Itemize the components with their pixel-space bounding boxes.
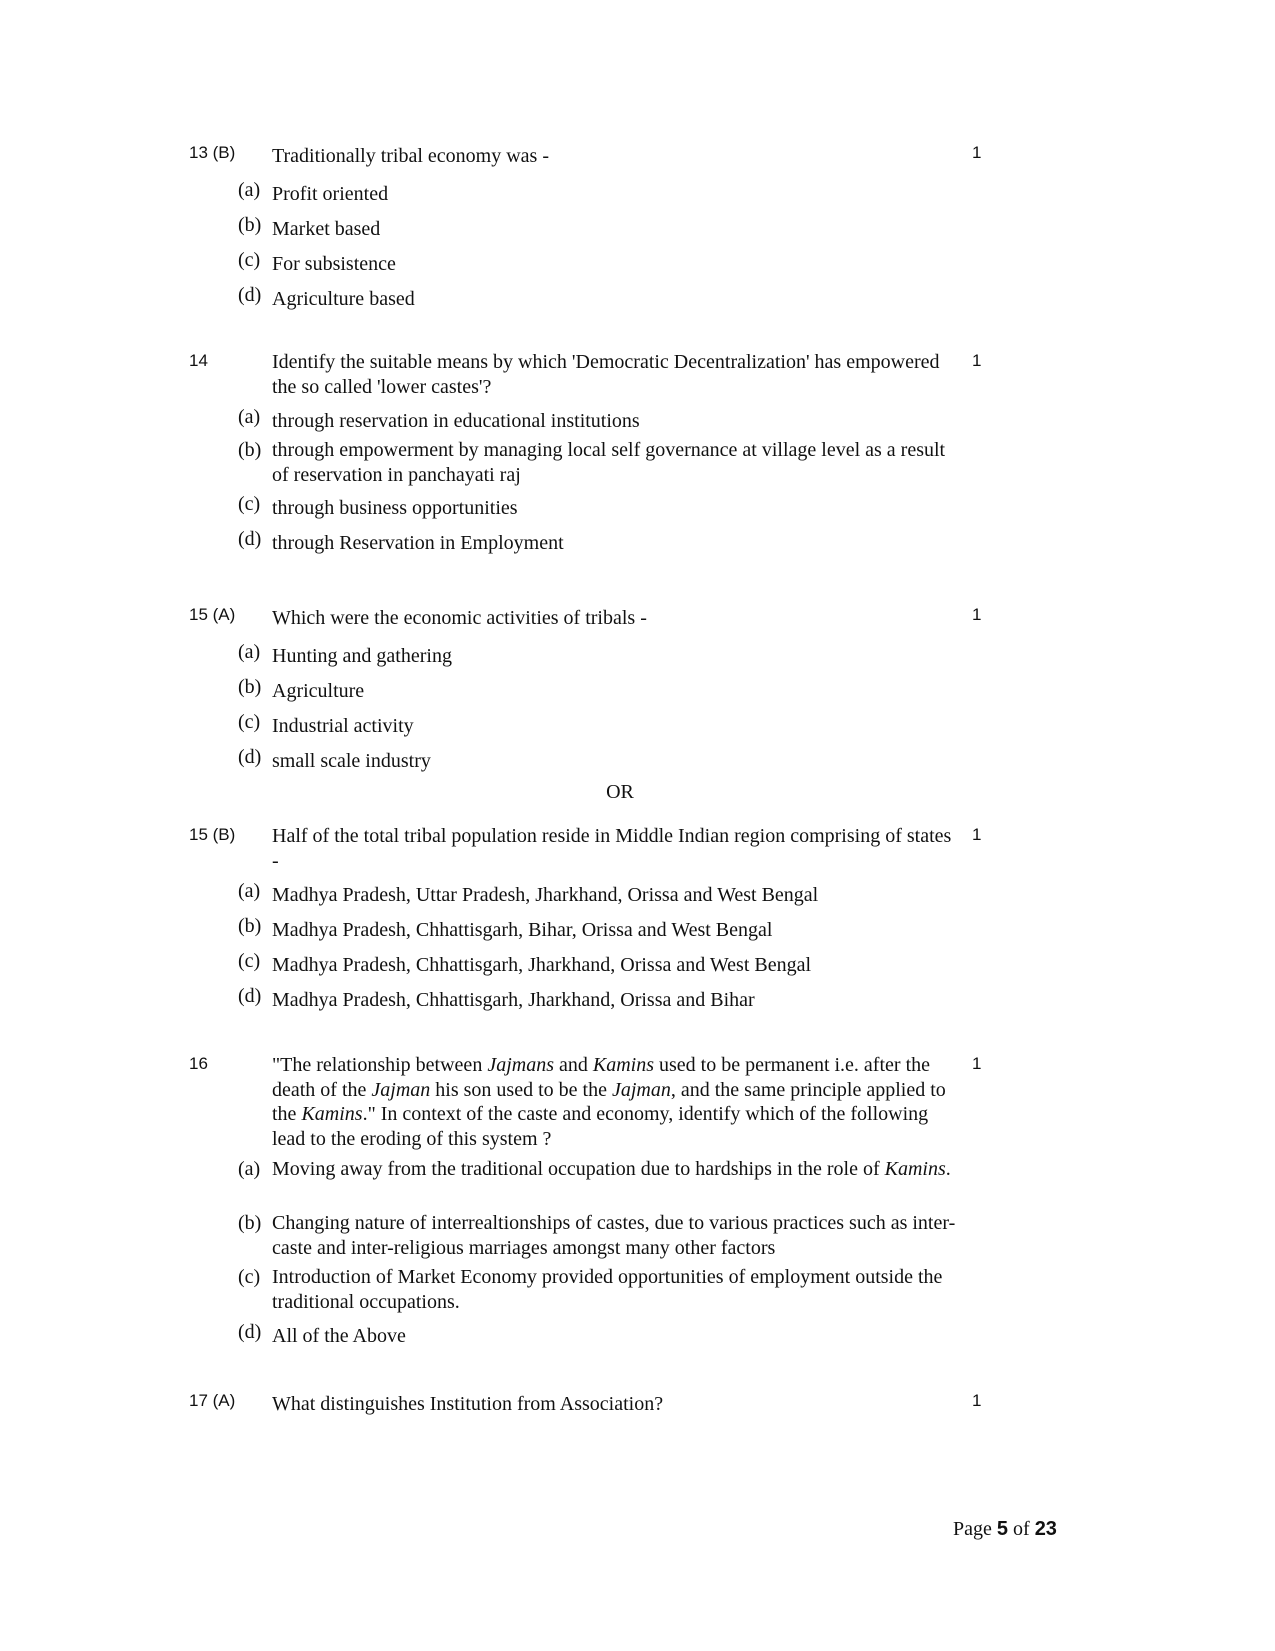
question-marks: 1	[972, 825, 982, 844]
option-label: (d)	[238, 284, 262, 306]
option-text: through business opportunities	[272, 497, 518, 519]
option-label: (b)	[238, 676, 262, 698]
option-text: Hunting and gathering	[272, 645, 452, 667]
question-number: 17 (A)	[189, 1391, 236, 1410]
question-marks: 1	[972, 1391, 982, 1410]
text-run: "The relationship between	[272, 1054, 488, 1076]
option-label: (a)	[238, 880, 261, 902]
question-text	[272, 1053, 960, 1151]
option-text	[272, 1157, 962, 1182]
text-run: ." In context of the caste and economy, identify which of the following lead to the eroding of this system ?	[272, 1103, 929, 1150]
of-word: of	[1013, 1518, 1030, 1540]
italic-term: Kamins	[592, 1054, 654, 1076]
option-label: (d)	[238, 985, 262, 1007]
option-text: small scale industry	[272, 750, 431, 772]
question-text: Traditionally tribal economy was -	[272, 145, 549, 167]
option-label: (c)	[238, 711, 261, 733]
text-run: , and the same principle applied to the	[272, 1078, 946, 1125]
option-text: Industrial activity	[272, 715, 414, 737]
option-label: (b)	[238, 1212, 262, 1234]
question-text: What distinguishes Institution from Association?	[272, 1393, 664, 1415]
option-label: (a)	[238, 641, 261, 663]
option-label: (c)	[238, 493, 261, 515]
option-label: (b)	[238, 214, 262, 236]
italic-term: Jajman	[611, 1078, 671, 1101]
option-label: (b)	[238, 915, 262, 937]
question-number: 14	[189, 351, 208, 370]
italic-term: Kamins	[884, 1158, 946, 1180]
option-text: through reservation in educational institutions	[272, 410, 640, 432]
option-text: Madhya Pradesh, Chhattisgarh, Jharkhand, Orissa and Bihar	[272, 989, 755, 1011]
italic-term: Kamins	[301, 1103, 363, 1125]
text-run: used to be permanent i.e. after the death of the	[272, 1054, 930, 1101]
or-separator: OR	[606, 781, 634, 803]
option-text: Profit oriented	[272, 183, 389, 205]
text-run: his son used to be the	[430, 1078, 612, 1101]
page-word: Page	[953, 1518, 992, 1540]
question-marks: 1	[972, 1054, 982, 1073]
option-text: Changing nature of interrealtionships of castes, due to various practices such as inter-caste and inter-religious marriages amongst many other factors	[272, 1212, 956, 1259]
option-label: (a)	[238, 406, 261, 428]
option-label: (c)	[238, 249, 261, 271]
option-text: Madhya Pradesh, Chhattisgarh, Jharkhand, Orissa and West Bengal	[272, 954, 812, 976]
option-label: (d)	[238, 528, 262, 550]
question-marks: 1	[972, 351, 982, 370]
question-number: 13 (B)	[189, 143, 236, 162]
italic-term: Jajman	[371, 1078, 431, 1101]
option-text: Agriculture	[272, 680, 365, 702]
question-text: Half of the total tribal population reside in Middle Indian region comprising of states -	[272, 825, 952, 872]
option-text: through Reservation in Employment	[272, 532, 564, 554]
current-page-number: 5	[996, 1518, 1009, 1540]
option-label: (d)	[238, 1321, 262, 1343]
question-text: Which were the economic activities of tribals -	[272, 607, 647, 629]
text-run: and	[553, 1054, 593, 1076]
text-run: Moving away from the traditional occupation due to hardships in the role of	[272, 1158, 885, 1180]
question-number: 15 (A)	[189, 605, 236, 624]
option-text: Agriculture based	[272, 288, 415, 310]
option-text: through empowerment by managing local self governance at village level as a result of reservation in panchayati raj	[272, 439, 946, 486]
question-marks: 1	[972, 605, 982, 624]
option-label: (c)	[238, 950, 261, 972]
total-pages-number: 23	[1034, 1518, 1057, 1540]
question-marks: 1	[972, 143, 982, 162]
option-label: (a)	[238, 1158, 261, 1180]
option-text: Madhya Pradesh, Chhattisgarh, Bihar, Orissa and West Bengal	[272, 919, 773, 941]
option-label: (a)	[238, 179, 261, 201]
question-number: 15 (B)	[189, 825, 236, 844]
option-label: (b)	[238, 439, 262, 461]
option-text: Introduction of Market Economy provided opportunities of employment outside the traditional occupations.	[272, 1266, 943, 1313]
option-text: Market based	[272, 218, 381, 240]
option-text: All of the Above	[272, 1325, 406, 1347]
page-footer	[953, 1517, 1057, 1541]
option-label: (c)	[238, 1266, 261, 1288]
italic-term: Jajmans	[487, 1054, 554, 1076]
question-text: Identify the suitable means by which 'Democratic Decentralization' has empowered the so called 'lower castes'?	[272, 351, 940, 398]
option-label: (d)	[238, 746, 262, 768]
option-text: For subsistence	[272, 253, 396, 275]
option-text: Madhya Pradesh, Uttar Pradesh, Jharkhand, Orissa and West Bengal	[272, 884, 819, 906]
question-number: 16	[189, 1054, 208, 1073]
text-run: .	[945, 1158, 951, 1180]
